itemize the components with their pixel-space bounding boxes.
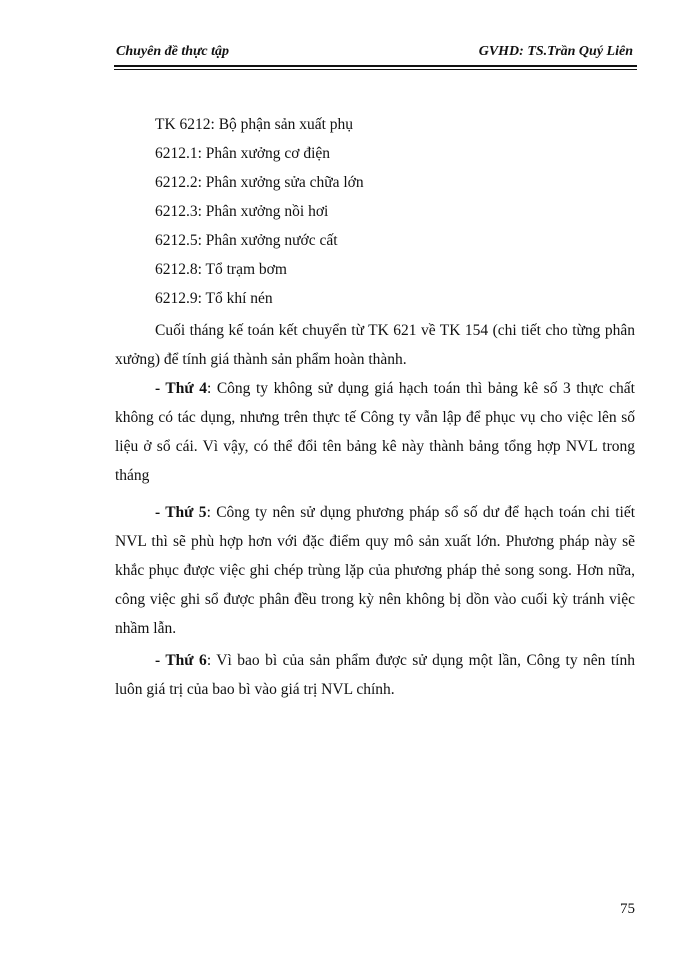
header-supervisor: GVHD: TS.Trần Quý Liên [478,44,633,59]
paragraph-point-5 [115,498,635,643]
paragraph-text: : Công ty nên sử dụng phương pháp sổ số dư để hạch toán chi tiết NVL thì sẽ phù hợp hơn với đặc điểm quy mô sản xuất lớn. Phương pháp này sẽ khắc phục được việc ghi chép trùng lặp của phương pháp thẻ song song. Hơn nữa, công việc ghi sổ được phân đều trong kỳ nên không bị dồn vào cuối kỳ tránh việc nhầm lẫn. [115,504,635,637]
paragraph-text: Cuối tháng kế toán kết chuyển từ TK 621 về TK 154 (chi tiết cho từng phân xưởng) để tính giá thành sản phẩm hoàn thành. [115,322,635,368]
page-number: 75 [620,901,635,917]
paragraph-text: : Vì bao bì của sản phẩm được sử dụng một lần, Công ty nên tính luôn giá trị của bao bì vào giá trị NVL chính. [115,652,635,698]
point-label: - Thứ 6 [155,652,207,669]
point-label: - Thứ 5 [155,504,207,521]
page-header [114,44,637,64]
paragraph-point-4 [115,374,635,490]
account-line: 6212.1: Phân xưởng cơ điện [155,145,331,162]
header-rule-thin [114,69,637,70]
paragraph-point-6 [115,646,635,704]
paragraph-closing-transfer [115,316,635,374]
point-label: - Thứ 4 [155,380,207,397]
account-line: TK 6212: Bộ phận sản xuất phụ [155,116,354,133]
paragraph-text: : Công ty không sử dụng giá hạch toán thì bảng kê số 3 thực chất không có tác dụng, nhưng trên thực tế Công ty vẫn lập để phục vụ cho việc lên số liệu ở sổ cái. Vì vậy, có thể đổi tên bảng kê này thành bảng tổng hợp NVL trong tháng [115,380,635,484]
header-rule-thick [114,65,637,67]
account-line: 6212.9: Tổ khí nén [155,290,273,307]
account-line: 6212.8: Tổ trạm bơm [155,261,287,278]
account-line: 6212.5: Phân xưởng nước cất [155,232,338,249]
account-line: 6212.2: Phân xưởng sửa chữa lớn [155,174,364,191]
account-line: 6212.3: Phân xưởng nồi hơi [155,203,329,220]
header-title: Chuyên đề thực tập [116,44,230,59]
